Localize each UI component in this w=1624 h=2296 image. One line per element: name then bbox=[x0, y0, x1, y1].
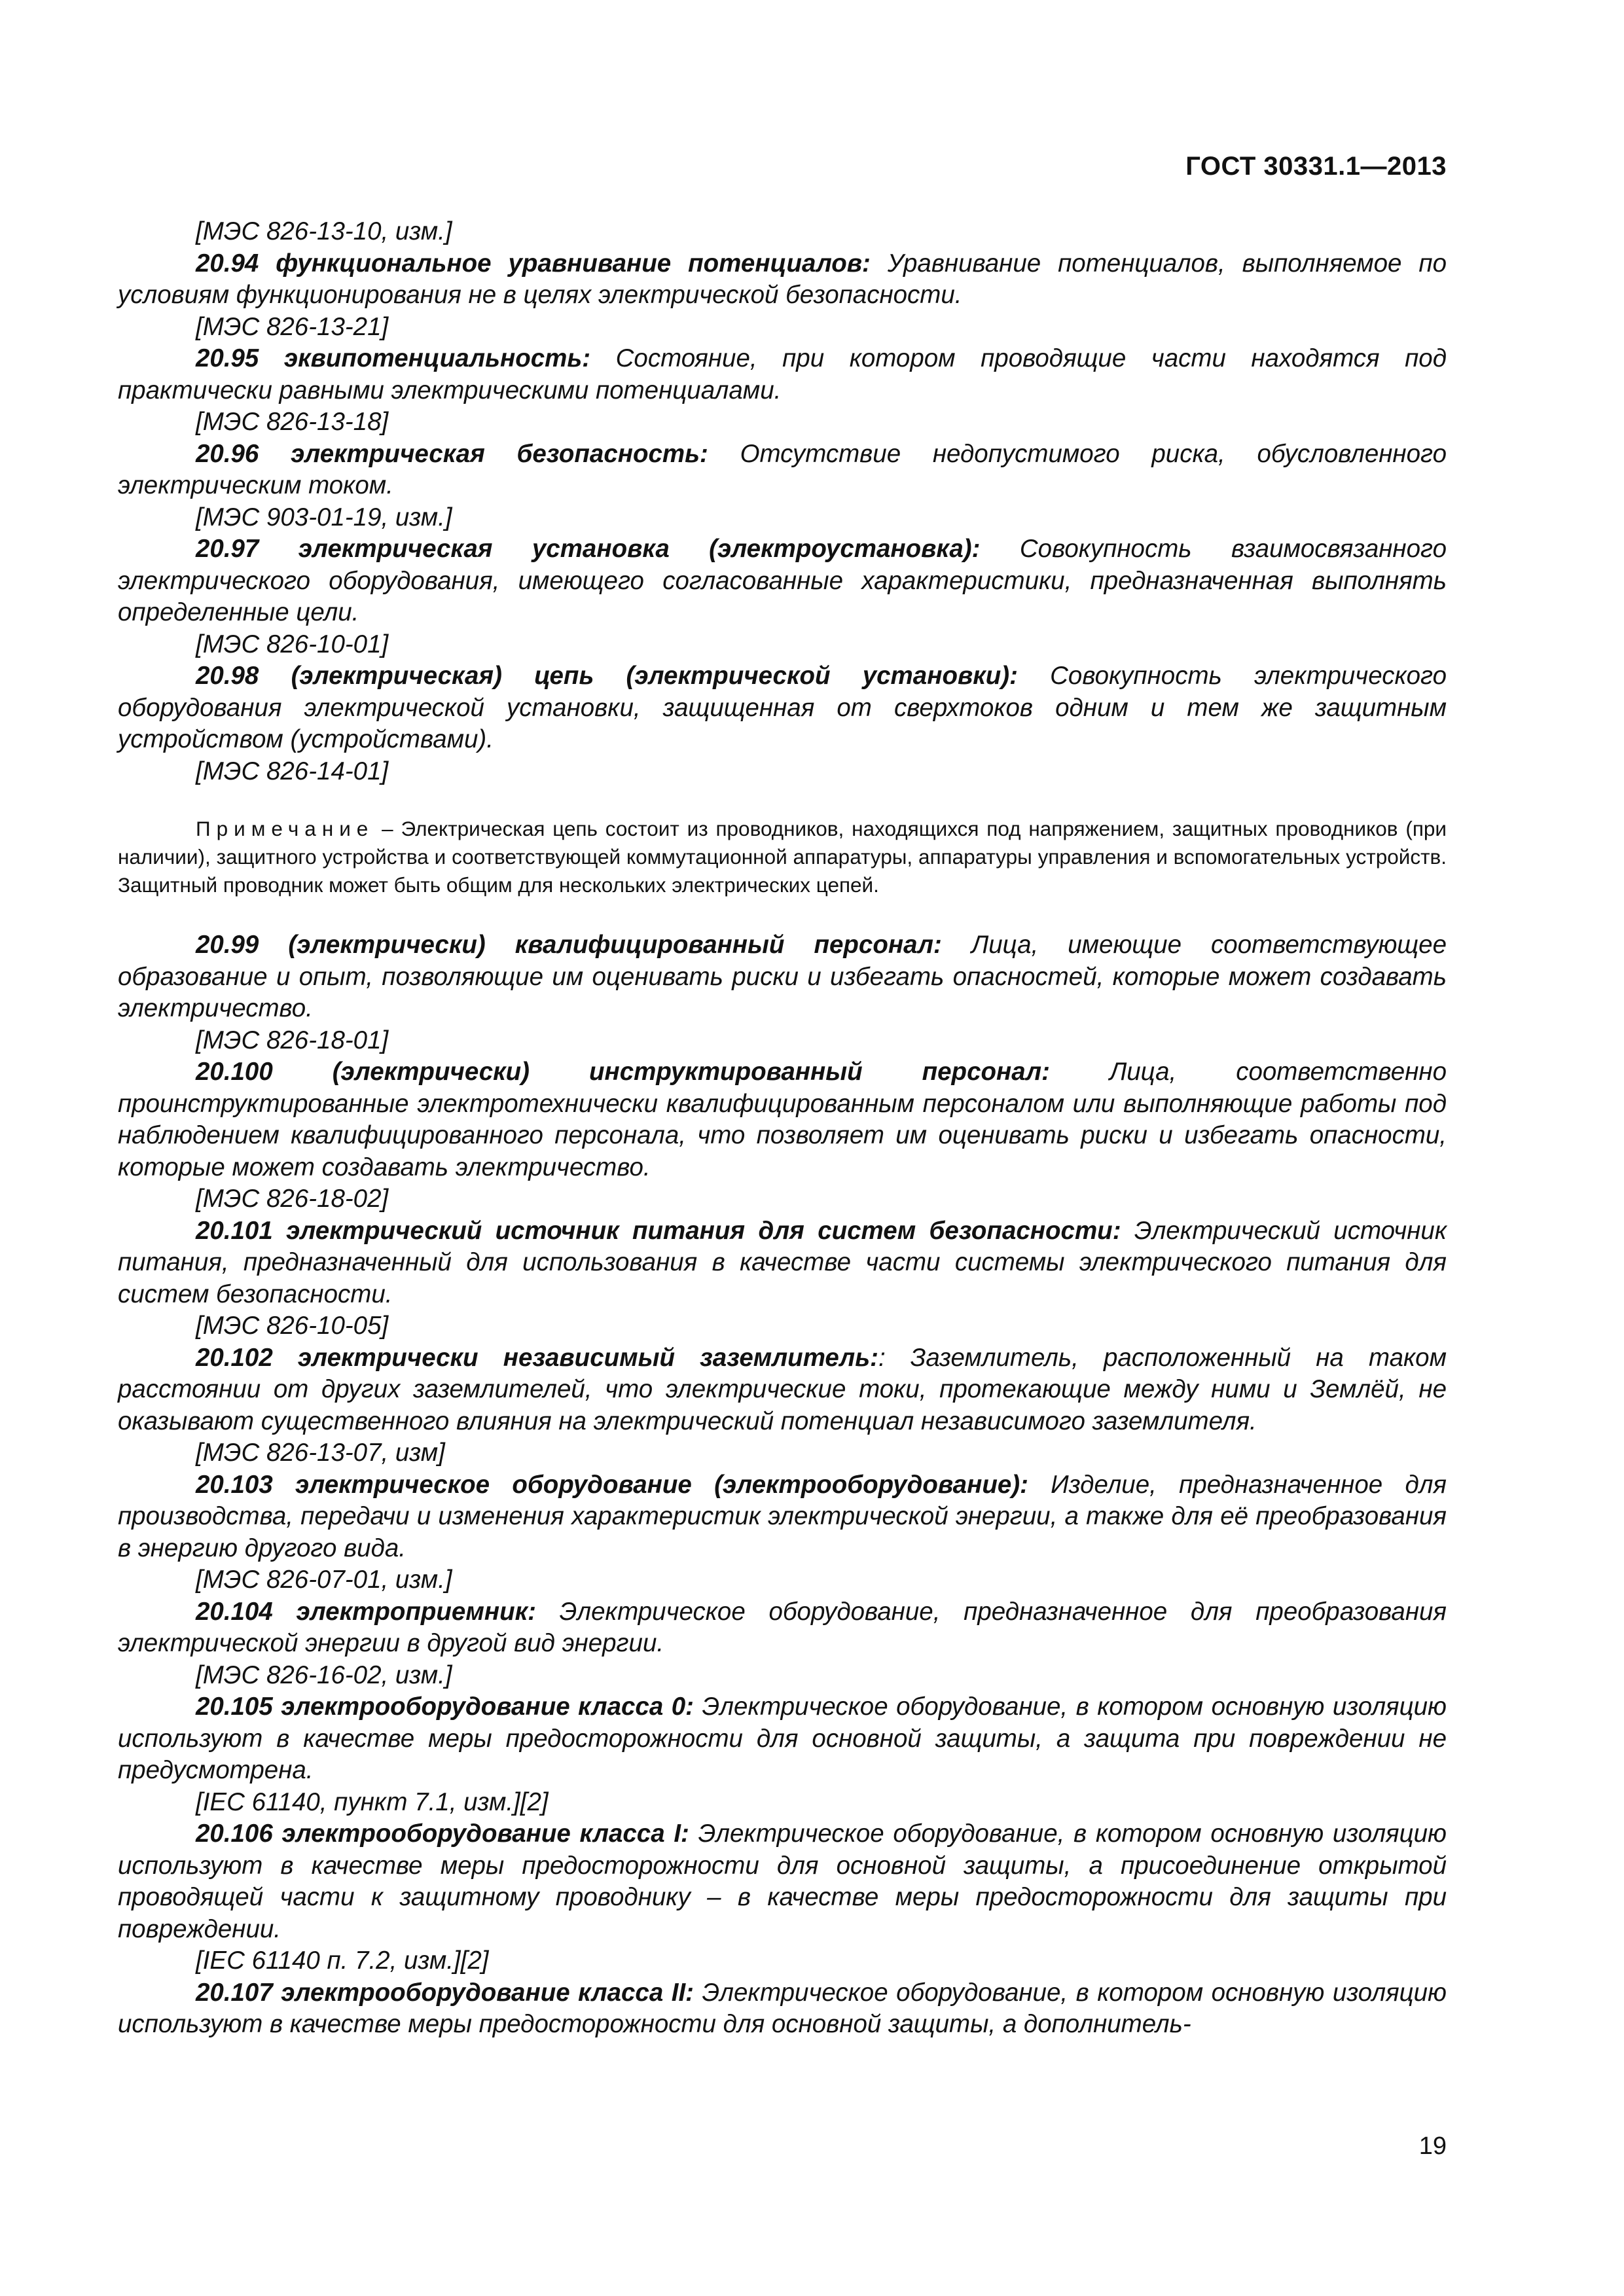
term-body: Электрический источник питания, предназначенный для использования в качестве части системы электрического питания для систем безопасности. bbox=[118, 1216, 1447, 1308]
term-body: Отсутствие недопустимого риска, обусловленного электрическим током. bbox=[118, 439, 1447, 499]
source-reference: [МЭС 826-13-10, изм.] bbox=[196, 217, 452, 245]
term-definition bbox=[118, 533, 1447, 629]
term-body: Электрическое оборудование, в котором основную изоляцию используют в качестве меры предосторожности для основной защиты, а дополнитель- bbox=[118, 1978, 1447, 2038]
source-reference: [МЭС 903-01-19, изм.] bbox=[196, 503, 452, 531]
term-body: Совокупность электрического оборудования электрической установки, защищенная от сверхтоков одним и тем же защитным устройством (устройствами). bbox=[118, 662, 1447, 753]
term-definition bbox=[118, 1056, 1447, 1183]
document-body bbox=[118, 216, 1447, 2041]
term-body: Электрическое оборудование, предназначенное для преобразования электрической энергии в другой вид энергии. bbox=[118, 1597, 1447, 1657]
term-title: 20.102 электрически независимый заземлитель: bbox=[196, 1343, 878, 1372]
term-definition bbox=[118, 343, 1447, 406]
source-reference: [IEC 61140, пункт 7.1, изм.][2] bbox=[196, 1787, 549, 1816]
source-reference: [МЭС 826-18-02] bbox=[196, 1185, 389, 1213]
page-number: 19 bbox=[1418, 2132, 1447, 2160]
term-definition bbox=[118, 1596, 1447, 1660]
source-reference: [МЭС 826-10-01] bbox=[196, 630, 389, 658]
term-body: Лица, имеющие соответствующее образование и опыт, позволяющие им оценивать риски и избегать опасностей, которые может создавать электричество. bbox=[118, 931, 1447, 1022]
source-reference: [МЭС 826-14-01] bbox=[196, 757, 389, 785]
term-definition bbox=[118, 248, 1447, 312]
source-reference: [МЭС 826-13-21] bbox=[196, 312, 389, 341]
term-definition bbox=[118, 1469, 1447, 1565]
note-label: Примечание bbox=[196, 817, 374, 840]
source-reference: [МЭС 826-13-07, изм] bbox=[196, 1439, 445, 1467]
term-body: Электрическое оборудование, в котором основную изоляцию используют в качестве меры предосторожности для основной защиты, а защита при повреждении не предусмотрена. bbox=[118, 1693, 1447, 1784]
source-reference: [МЭС 826-18-01] bbox=[196, 1026, 389, 1054]
term-body: Состояние, при котором проводящие части находятся под практически равными электрическими потенциалами. bbox=[118, 344, 1447, 404]
term-definition bbox=[118, 929, 1447, 1025]
term-title: 20.96 электрическая безопасность: bbox=[196, 439, 708, 468]
standard-header: ГОСТ 30331.1—2013 bbox=[1185, 152, 1447, 181]
term-definition bbox=[118, 660, 1447, 756]
source-reference: [МЭС 826-16-02, изм.] bbox=[196, 1660, 452, 1689]
term-title: 20.95 эквипотенциальность: bbox=[196, 344, 591, 372]
source-reference: [IEC 61140 п. 7.2, изм.][2] bbox=[196, 1946, 489, 1975]
note bbox=[118, 815, 1447, 899]
term-title: 20.100 (электрически) инструктированный персонал: bbox=[196, 1058, 1050, 1086]
term-title: 20.107 электрооборудование класса II: bbox=[196, 1978, 694, 2007]
term-title: 20.104 электроприемник: bbox=[196, 1597, 536, 1626]
term-title: 20.103 электрическое оборудование (электрооборудование): bbox=[196, 1470, 1028, 1499]
term-definition bbox=[118, 1342, 1447, 1438]
term-title: 20.106 электрооборудование класса I: bbox=[196, 1820, 689, 1848]
term-definition bbox=[118, 1818, 1447, 1945]
term-body: Электрическое оборудование, в котором основную изоляцию используют в качестве меры предосторожности для основной защиты, а присоединение открытой проводящей части к защитному проводнику – в качестве меры предосторожности для защиты при повреждении. bbox=[118, 1820, 1447, 1943]
term-definition bbox=[118, 1691, 1447, 1787]
term-definition bbox=[118, 1215, 1447, 1311]
term-title: 20.105 электрооборудование класса 0: bbox=[196, 1693, 694, 1721]
term-title: 20.101 электрический источник питания для систем безопасности: bbox=[196, 1216, 1121, 1245]
term-body: Совокупность взаимосвязанного электрического оборудования, имеющего согласованные характеристики, предназначенная выполнять определенные цели. bbox=[118, 535, 1447, 626]
term-title: 20.99 (электрически) квалифицированный персонал: bbox=[196, 931, 942, 959]
source-reference: [МЭС 826-13-18] bbox=[196, 408, 389, 436]
term-body: : Заземлитель, расположенный на таком расстоянии от других заземлителей, что электрические токи, протекающие между ними и Землёй, не оказывают существенного влияния на электрический потенциал независимого заземлителя. bbox=[118, 1343, 1447, 1435]
term-definition bbox=[118, 439, 1447, 502]
term-body: Изделие, предназначенное для производства, передачи и изменения характеристик электрической энергии, а также для её преобразования в энергию другого вида. bbox=[118, 1470, 1447, 1562]
source-reference: [МЭС 826-10-05] bbox=[196, 1312, 389, 1340]
term-title: 20.98 (электрическая) цепь (электрической установки): bbox=[196, 662, 1018, 690]
term-body: Лица, соответственно проинструктированные электротехнически квалифицированным персоналом или выполняющие работы под наблюдением квалифицированного персонала, что позволяет им оценивать риски и избегать опасности, которые может создавать электричество. bbox=[118, 1058, 1447, 1181]
source-reference: [МЭС 826-07-01, изм.] bbox=[196, 1566, 452, 1594]
note-text: – Электрическая цепь состоит из проводников, находящихся под напряжением, защитных проводников (при наличии), защитного устройства и соответствующей коммутационной аппаратуры, аппаратуры управления и вспомогательных устройств. Защитный проводник может быть общим для нескольких электрических цепей. bbox=[118, 817, 1447, 897]
term-body: Уравнивание потенциалов, выполняемое по условиям функционирования не в целях электрической безопасности. bbox=[118, 249, 1447, 309]
term-definition bbox=[118, 1977, 1447, 2041]
term-title: 20.97 электрическая установка (электроустановка): bbox=[196, 535, 981, 563]
term-title: 20.94 функциональное уравнивание потенциалов: bbox=[196, 249, 871, 278]
